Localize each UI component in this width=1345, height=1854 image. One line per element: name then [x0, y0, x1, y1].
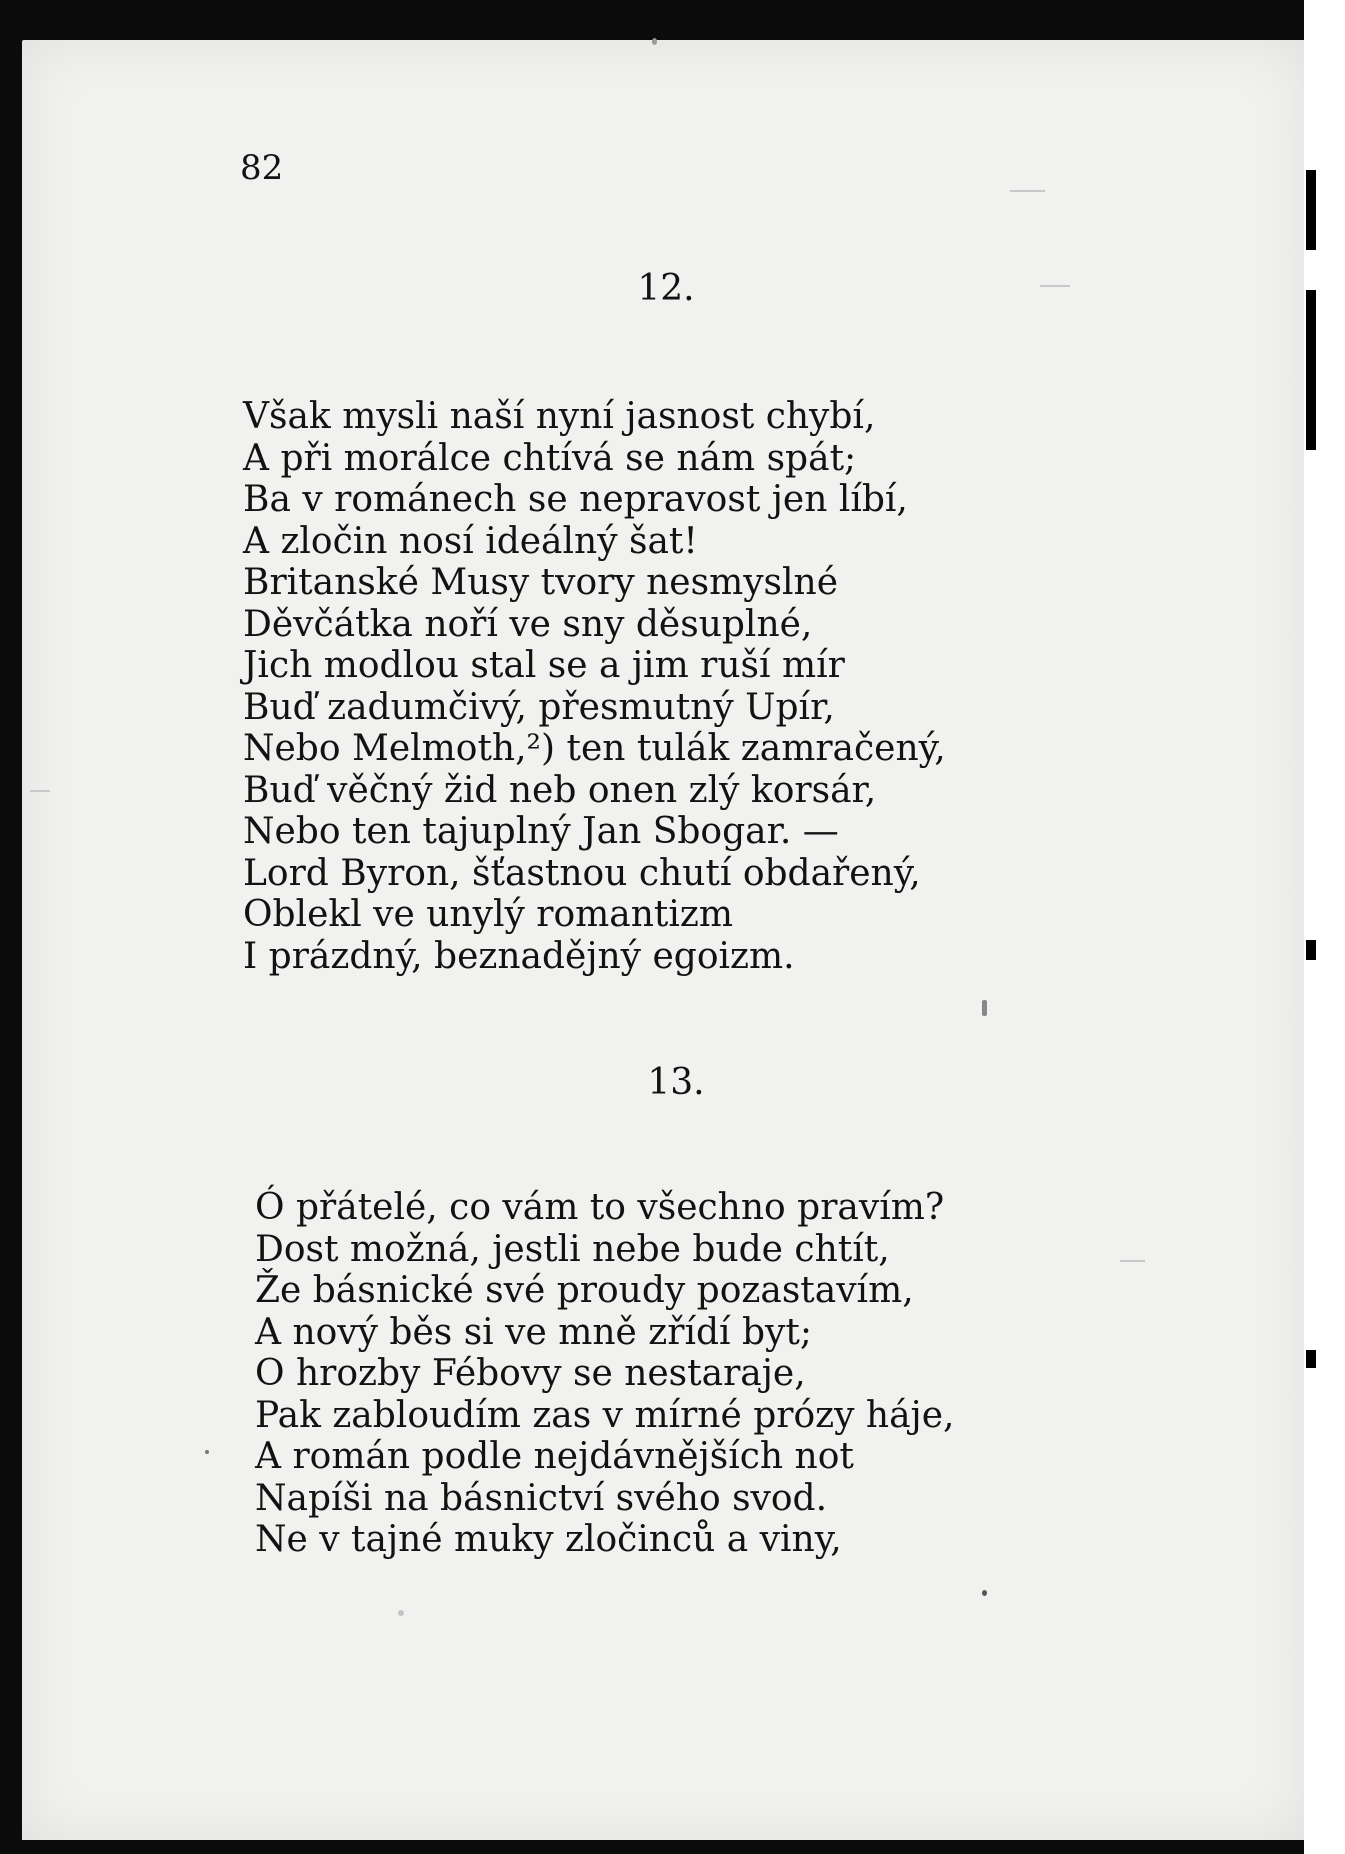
scan-speck [982, 1590, 987, 1596]
verse-line: A při morálce chtívá se nám spát; [243, 437, 857, 479]
verse-line: I prázdný, beznadějný egoizm. [243, 935, 795, 977]
edge-mark [1306, 1350, 1316, 1368]
verse-line: Ba v románech se nepravost jen líbí, [243, 479, 908, 520]
verse-line: Lord Byron, šťastnou chutí obdařený, [243, 852, 921, 894]
scan-speck [205, 1450, 209, 1454]
scan-speck [652, 38, 657, 45]
scan-smudge [1120, 1260, 1145, 1262]
verse-line: Napíši na básnictví svého svod. [255, 1477, 828, 1519]
page-number: 82 [240, 148, 284, 188]
section-heading: 13. [647, 1062, 705, 1103]
verse-line: Britanské Musy tvory nesmyslné [243, 562, 839, 603]
scan-smudge [30, 790, 50, 792]
verse-line: Ó přátelé, co vám to všechno pravím? [255, 1187, 945, 1228]
verse-line: Jich modlou stal se a jim ruší mír [243, 645, 845, 686]
scan-smudge [1040, 285, 1070, 287]
verse-line: A zločin nosí ideálný šat! [243, 520, 698, 562]
stanza [243, 396, 946, 977]
verse-line: Ne v tajné muky zločinců a viny, [255, 1519, 842, 1560]
verse-line: A nový běs si ve mně zřídí byt; [255, 1311, 812, 1353]
verse-line: Že básnické své proudy pozastavím, [255, 1270, 914, 1311]
verse-line: Děvčátka noří ve sny děsuplné, [243, 603, 813, 645]
scan-speck [398, 1610, 404, 1616]
scan-speck [982, 1000, 987, 1016]
verse-line: Buď zadumčivý, přesmutný Upír, [243, 686, 835, 728]
verse-line: A román podle nejdávnějších not [255, 1436, 854, 1477]
verse-line: Buď věčný žid neb onen zlý korsár, [243, 769, 877, 811]
verse-line: Nebo Melmoth,²) ten tulák zamračený, [243, 728, 946, 769]
verse-line: Nebo ten tajuplný Jan Sbogar. — [243, 811, 839, 852]
stanza [255, 1187, 954, 1561]
edge-mark [1306, 290, 1316, 450]
verse-line: Však mysli naší nyní jasnost chybí, [243, 396, 876, 437]
section-heading: 12. [637, 268, 695, 309]
edge-mark [1306, 170, 1316, 250]
edge-mark [1306, 940, 1316, 960]
scan-smudge [1010, 190, 1045, 192]
verse-line: O hrozby Fébovy se nestaraje, [255, 1353, 806, 1394]
verse-line: Oblekl ve unylý romantizm [243, 894, 733, 935]
verse-line: Dost možná, jestli nebe bude chtít, [255, 1228, 890, 1270]
verse-line: Pak zabloudím zas v mírné prózy háje, [255, 1394, 955, 1436]
scan-edge [1304, 0, 1345, 1854]
